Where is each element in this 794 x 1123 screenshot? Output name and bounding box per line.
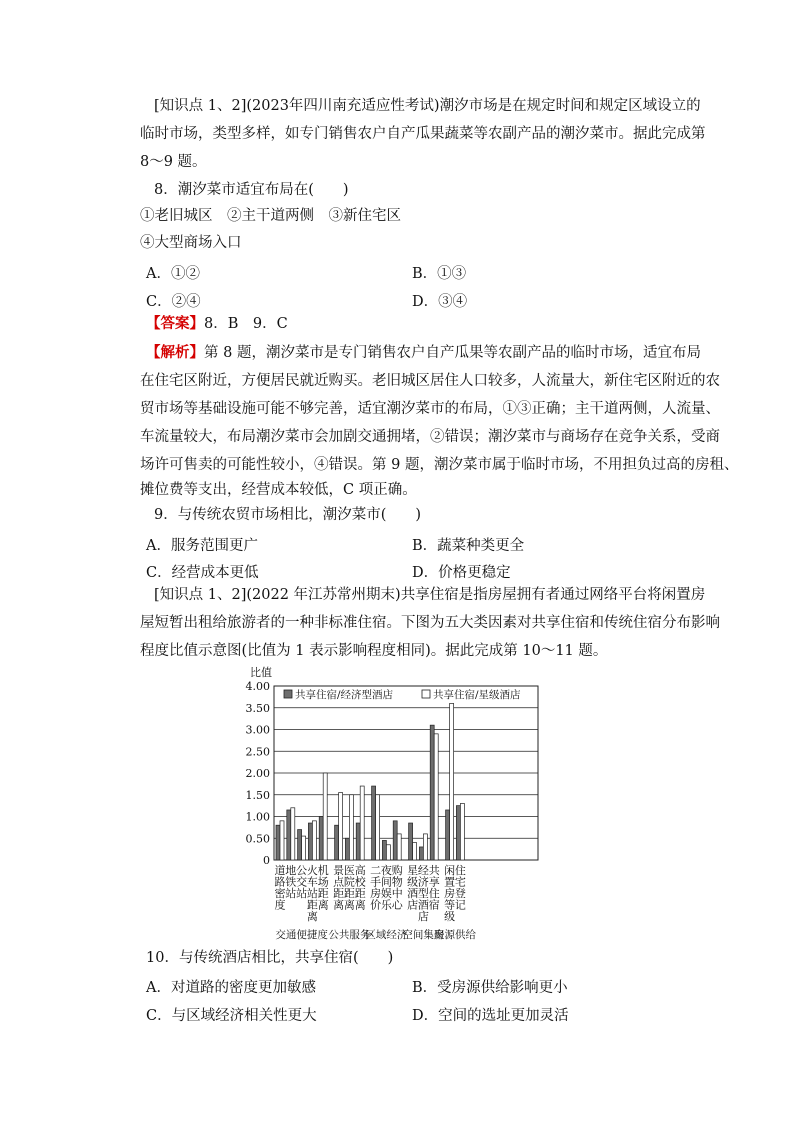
y-tick-label: 4.00 [245, 680, 270, 693]
option-d: D．空间的选址更加灵活 [412, 1008, 569, 1024]
x-tick-label: 娱 [380, 887, 392, 900]
question-stem: 9．与传统农贸市场相比，潮汐菜市( ) [154, 507, 422, 523]
x-tick-label: 心 [391, 898, 403, 912]
x-tick-label: 点 [333, 875, 345, 889]
group-label: 房源供给 [434, 929, 476, 941]
question-stem: 8．潮汐菜市适宜布局在( ) [154, 182, 349, 198]
legend-label: 共享住宿/经济型酒店 [295, 689, 394, 701]
y-tick-label: 1.00 [245, 810, 270, 824]
x-tick-label: 乐 [380, 898, 392, 912]
x-tick-label: 共 [428, 864, 440, 877]
intro-line: 临时市场，类型多样，如专门销售农户自产瓜果蔬菜等农副产品的潮汐菜市。据此完成第 [140, 126, 706, 142]
x-tick-label: 宅 [454, 875, 466, 889]
x-tick-label: 度 [274, 898, 286, 912]
group-label: 空间集聚 [402, 929, 445, 941]
x-tick-label: 房 [370, 887, 382, 900]
bar [386, 845, 390, 860]
y-tick-label: 0.50 [245, 832, 270, 846]
x-tick-label: 交 [296, 875, 308, 889]
x-tick-label: 间 [380, 875, 392, 889]
x-tick-label: 济 [417, 875, 429, 889]
bar [382, 840, 386, 860]
x-tick-label: 距 [333, 887, 345, 900]
intro-line: [知识点 1、2](2023年四川南充适应性考试)潮汐市场是在规定时间和规定区域设立的 [154, 98, 701, 114]
bar [287, 810, 291, 860]
answer-tag: 【答案】 [146, 315, 204, 332]
x-tick-label: 酒 [407, 887, 419, 900]
x-tick-label: 中 [391, 887, 403, 900]
bar [372, 786, 376, 860]
x-tick-label: 级 [407, 875, 419, 889]
answer-line [146, 314, 288, 334]
bar [409, 823, 413, 860]
x-tick-label: 密 [274, 887, 286, 900]
analysis-text: 第 8 题，潮汐菜市是专门销售农户自产瓜果等农副产品的临时市场，适宜布局 [204, 345, 701, 361]
x-tick-label: 置 [444, 875, 456, 889]
x-tick-label: 物 [391, 875, 403, 889]
bar [312, 821, 316, 860]
x-tick-label: 级 [444, 910, 456, 923]
y-tick-label: 0 [263, 854, 270, 867]
option-b: B．受房源供给影响更小 [412, 980, 568, 996]
x-tick-label: 住 [454, 864, 466, 877]
bar [413, 843, 417, 860]
bar [345, 838, 349, 860]
x-tick-label: 火 [306, 864, 318, 877]
bar [393, 821, 397, 860]
group-label: 公共服务 [328, 929, 371, 941]
bar [319, 817, 323, 861]
x-tick-label: 医 [343, 864, 355, 877]
bar [280, 821, 284, 860]
analysis-line: 在住宅区附近，方便居民就近购买。老旧城区居住人口较多，人流量大，新住宅区附近的农 [140, 373, 720, 389]
x-tick-label: 购 [391, 864, 403, 877]
x-tick-label: 型 [417, 887, 429, 900]
x-tick-label: 院 [343, 875, 355, 889]
bar [423, 834, 427, 860]
bar [360, 786, 364, 860]
option-d: D．③④ [412, 294, 468, 310]
intro-line: [知识点 1、2](2022 年江苏常州期末)共享住宿是指房屋拥有者通过网络平台将闲置房 [154, 587, 706, 603]
x-tick-label: 场 [317, 875, 329, 889]
bar [456, 806, 460, 860]
intro-line: 8～9 题。 [140, 154, 207, 170]
option-b: B．①③ [412, 266, 467, 282]
x-tick-label: 地 [285, 864, 297, 877]
group-label: 区域经济 [365, 929, 408, 941]
x-tick-label: 离 [306, 910, 318, 923]
x-tick-label: 店 [417, 910, 429, 923]
x-tick-label: 酒 [417, 898, 429, 912]
bar [276, 825, 280, 860]
x-tick-label: 星 [407, 864, 419, 877]
x-tick-label: 宿 [428, 898, 440, 912]
bar [434, 734, 438, 860]
group-label: 交通便捷度 [275, 929, 328, 941]
bar [397, 834, 401, 860]
x-tick-label: 离 [333, 898, 345, 912]
x-tick-label: 房 [444, 887, 456, 900]
bar [450, 703, 454, 860]
analysis-line: 贸市场等基础设施可能不够完善，适宜潮汐菜市的布局，①③正确；主干道两侧，人流量、 [140, 401, 720, 417]
y-tick-label: 3.50 [245, 701, 270, 715]
y-tick-label: 1.50 [245, 788, 270, 802]
x-tick-label: 夜 [380, 864, 392, 877]
x-tick-label: 店 [407, 898, 419, 912]
analysis-tag: 【解析】 [146, 344, 204, 361]
x-tick-label: 手 [370, 875, 382, 889]
analysis-line: 车流量较大，布局潮汐菜市会加剧交通拥堵，②错误；潮汐菜市与商场存在竞争关系，受商 [140, 429, 720, 445]
bar [291, 808, 295, 860]
x-tick-label: 高 [354, 864, 366, 877]
bar [302, 836, 306, 860]
x-tick-label: 经 [417, 864, 429, 877]
bar [335, 825, 339, 860]
bar [308, 823, 312, 860]
analysis-line [146, 343, 701, 363]
x-tick-label: 二 [370, 864, 382, 877]
x-tick-label: 站 [306, 887, 318, 900]
option-d: D．价格更稳定 [412, 565, 511, 581]
option-a: A．①② [146, 266, 200, 282]
x-tick-label: 离 [317, 898, 329, 912]
bar [349, 795, 353, 860]
bar [298, 830, 302, 860]
x-tick-label: 铁 [285, 875, 297, 889]
statement-list: ④大型商场入口 [140, 235, 242, 251]
bar [430, 725, 434, 860]
legend-swatch [284, 690, 292, 698]
x-tick-label: 路 [274, 875, 286, 889]
option-a: A．服务范围更广 [146, 538, 258, 554]
x-tick-label: 校 [354, 875, 366, 889]
x-tick-label: 公 [296, 864, 308, 877]
x-tick-label: 记 [454, 898, 466, 912]
x-tick-label: 机 [317, 864, 329, 877]
bar [356, 823, 360, 860]
x-tick-label: 距 [343, 887, 355, 900]
x-tick-label: 价 [370, 898, 382, 912]
option-c: C．经营成本更低 [146, 565, 259, 581]
y-tick-label: 2.00 [245, 767, 270, 780]
intro-line: 程度比值示意图(比值为 1 表示影响程度相同)。据此完成第 10～11 题。 [140, 643, 608, 659]
x-tick-label: 距 [306, 898, 318, 912]
x-tick-label: 道 [274, 864, 286, 877]
x-tick-label: 站 [296, 887, 308, 900]
x-tick-label: 享 [428, 875, 440, 889]
answer-text: 8．B 9．C [204, 316, 288, 332]
x-tick-label: 站 [285, 887, 297, 900]
x-tick-label: 离 [354, 898, 366, 912]
x-tick-label: 景 [333, 864, 345, 877]
option-a: A．对道路的密度更加敏感 [146, 980, 316, 996]
y-axis-label: 比值 [250, 666, 272, 679]
bar [419, 847, 423, 860]
legend-label: 共享住宿/星级酒店 [433, 689, 521, 701]
x-tick-label: 等 [444, 898, 456, 912]
y-tick-label: 3.00 [245, 723, 270, 737]
analysis-line: 场许可售卖的可能性较小，④错误。第 9 题，潮汐菜市属于临时市场，不用担负过高的房租、 [140, 457, 739, 473]
bar-chart [238, 664, 568, 946]
y-tick-label: 2.50 [245, 745, 270, 759]
bar [339, 793, 343, 860]
option-b: B．蔬菜种类更全 [412, 538, 525, 554]
legend-swatch [422, 690, 430, 698]
analysis-line: 摊位费等支出，经营成本较低，C 项正确。 [140, 482, 417, 498]
x-tick-label: 离 [343, 898, 355, 912]
bar [323, 773, 327, 860]
x-tick-label: 闲 [444, 864, 456, 877]
intro-line: 屋短暂出租给旅游者的一种非标准住宿。下图为五大类因素对共享住宿和传统住宿分布影响 [140, 615, 720, 631]
option-c: C．②④ [146, 294, 201, 310]
x-tick-label: 住 [428, 887, 440, 900]
x-tick-label: 距 [354, 887, 366, 900]
x-tick-label: 登 [454, 887, 466, 900]
option-c: C．与区域经济相关性更大 [146, 1008, 317, 1024]
question-stem: 10．与传统酒店相比，共享住宿( ) [146, 950, 394, 966]
x-tick-label: 距 [317, 887, 329, 900]
x-tick-label: 车 [306, 875, 318, 889]
bar [460, 803, 464, 860]
bar [446, 810, 450, 860]
statement-list: ①老旧城区 ②主干道两侧 ③新住宅区 [140, 208, 401, 224]
bar [376, 795, 380, 860]
